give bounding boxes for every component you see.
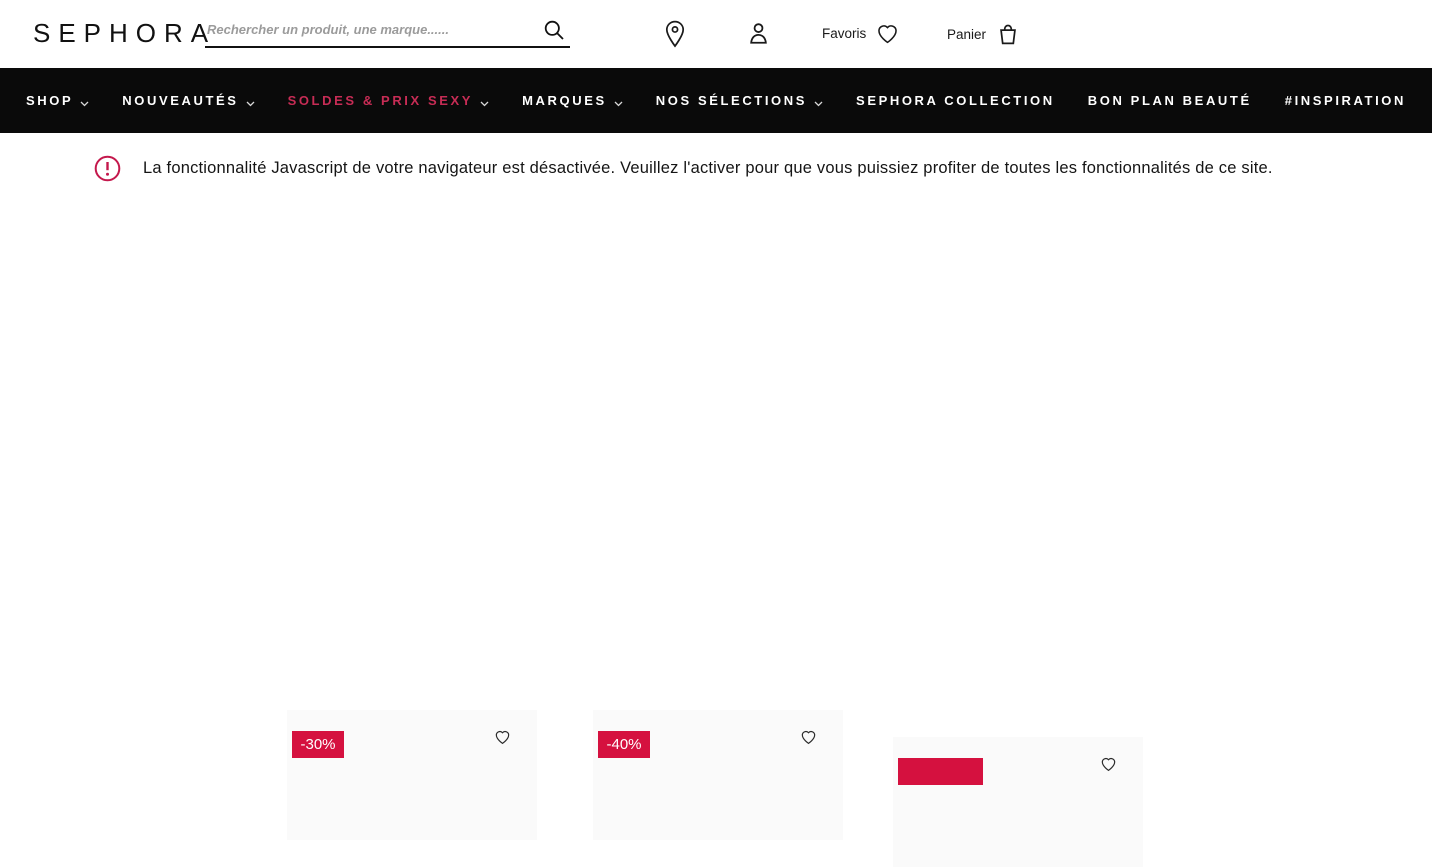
store-locator-pin-icon[interactable] <box>662 20 688 48</box>
javascript-disabled-notice <box>94 155 1273 182</box>
main-nav <box>0 68 1432 133</box>
search-icon[interactable] <box>542 17 568 43</box>
site-header <box>0 0 1432 68</box>
account-person-icon[interactable] <box>745 20 772 47</box>
discount-badge: -40% <box>598 731 650 758</box>
product-tile[interactable] <box>593 710 843 840</box>
chevron-down-icon <box>614 101 623 107</box>
product-tile[interactable] <box>893 737 1143 867</box>
shopping-bag-icon <box>995 21 1021 48</box>
product-tile[interactable] <box>287 710 537 840</box>
search-input[interactable] <box>205 14 535 44</box>
notice-text: La fonctionnalité Javascript de votre navigateur est désactivée. Veuillez l'activer pour que vous puissiez profiter de toutes les fonctionnalités de ce site. <box>143 159 1273 177</box>
wishlist-heart-icon[interactable] <box>1099 754 1119 774</box>
wishlist-heart-icon[interactable] <box>799 727 819 747</box>
nav-item-sephora-collection[interactable]: SEPHORA COLLECTION <box>856 93 1055 108</box>
search-bar <box>205 14 570 48</box>
cart-label: Panier <box>947 27 987 42</box>
favorites-link[interactable] <box>822 21 900 46</box>
nav-item-shop[interactable]: SHOP <box>26 93 89 108</box>
sephora-logo[interactable]: SEPHORA <box>33 18 217 48</box>
nav-item-marques[interactable]: MARQUES <box>522 93 623 108</box>
chevron-down-icon <box>814 101 823 107</box>
nav-item-bon-plan-beaute[interactable]: BON PLAN BEAUTÉ <box>1087 93 1252 108</box>
chevron-down-icon <box>480 101 489 107</box>
nav-item-inspiration[interactable]: #INSPIRATION <box>1284 93 1406 108</box>
cart-link[interactable] <box>947 21 1021 48</box>
discount-badge <box>898 758 983 785</box>
chevron-down-icon <box>80 101 89 107</box>
favorites-label: Favoris <box>822 26 867 41</box>
warning-exclamation-icon <box>94 155 121 182</box>
heart-icon <box>875 21 900 46</box>
chevron-down-icon <box>246 101 255 107</box>
nav-item-nos-selections[interactable]: NOS SÉLECTIONS <box>656 93 823 108</box>
wishlist-heart-icon[interactable] <box>493 727 513 747</box>
nav-item-soldes-prix-sexy[interactable]: SOLDES & PRIX SEXY <box>288 93 490 108</box>
discount-badge: -30% <box>292 731 344 758</box>
nav-item-nouveautes[interactable]: NOUVEAUTÉS <box>122 93 254 108</box>
